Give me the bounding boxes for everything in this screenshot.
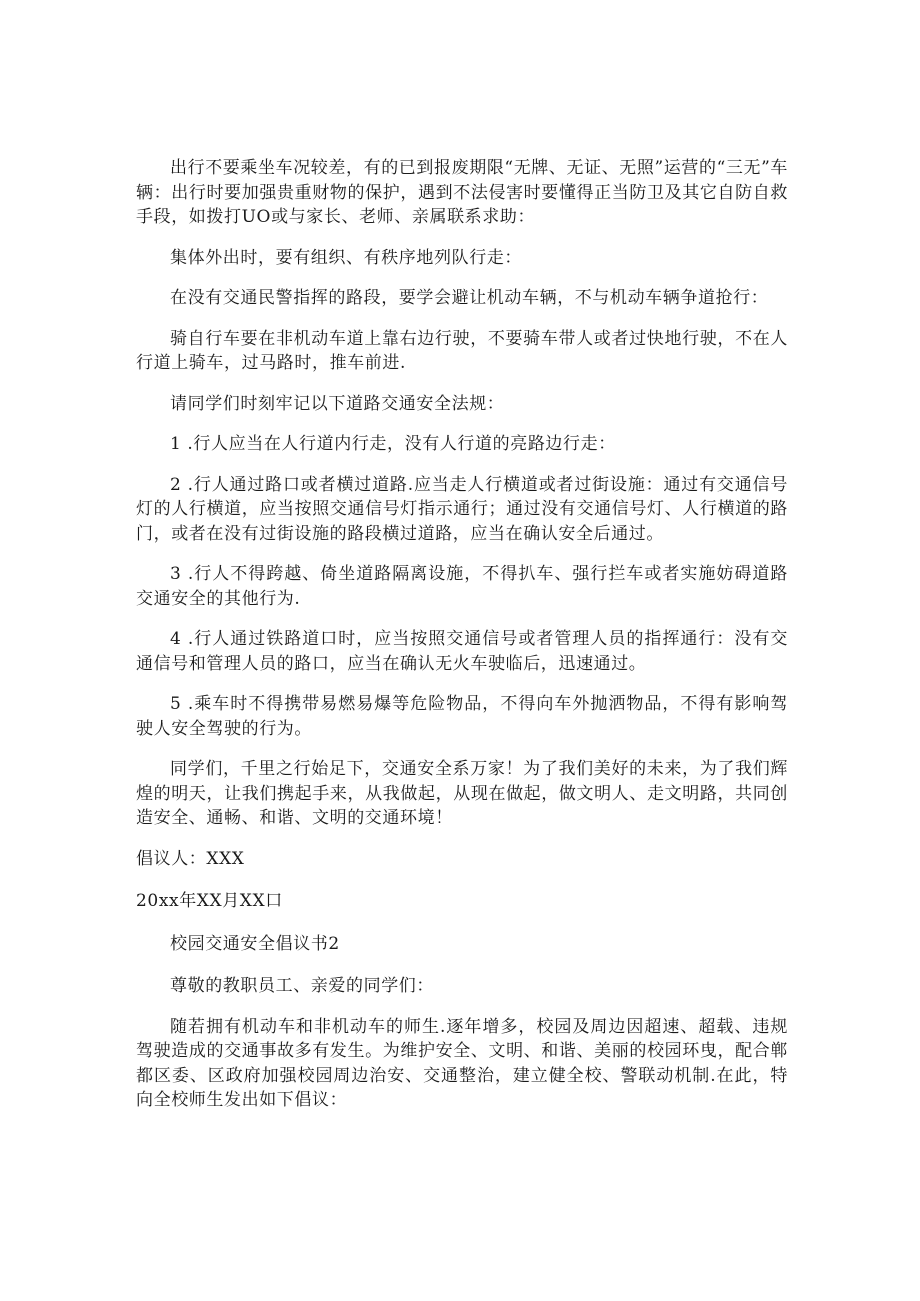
- document-body: [136, 156, 788, 1129]
- regulation-item-5: 5 .乘车时不得携带易燃易爆等危险物品，不得向车外抛洒物品，不得有影响驾驶人安全驾驶的行为。: [136, 694, 788, 739]
- paragraph-regulations-intro: 请同学们时刻牢记以下道路交通安全法规：: [170, 393, 505, 414]
- date-line: 20xx年XX月XX口: [136, 891, 283, 911]
- regulation-item-3: 3 .行人不得跨越、倚坐道路隔离设施，不得扒车、强行拦车或者实施妨碍道路交通安全的其他行为.: [136, 564, 788, 609]
- paragraph-second-proposal-intro: 随若拥有机动车和非机动车的师生.逐年增多，校园及周边因超速、超载、违规驾驶造成的交通事故多有发生。为维护安全、文明、和谐、美丽的校园环曳，配合郸都区委、区政府加强校园周边治安、交通整治，建立健全校、警联动机制.在此，特向全校师生发出如下倡议：: [136, 1016, 788, 1110]
- section-title: 校园交通安全倡议书2: [170, 933, 340, 954]
- paragraph-group-outing: 集体外出时，要有组织、有秩序地列队行走：: [170, 247, 522, 268]
- paragraph-yield-vehicles: 在没有交通民警指挥的路段，要学会避让机动车辆，不与机动车辆争道抢行：: [170, 288, 769, 308]
- paragraph-closing-appeal: 同学们，千里之行始足下，交通安全系万家！为了我们美好的未来，为了我们辉煌的明天，让我们携起手来，从我做起，从现在做起，做文明人、走文明路，共同创造安全、通畅、和谐、文明的交通环境！: [136, 759, 788, 828]
- regulation-item-4: 4 .行人通过铁路道口时，应当按照交通信号或者管理人员的指挥通行：没有交通信号和管理人员的路口，应当在确认无火车驶临后，迅速通过。: [136, 629, 788, 674]
- paragraph-travel-safety: 出行不要乘坐车况较差，有的已到报废期限“无牌、无证、无照”运营的“三无”车辆：出行时要加强贵重财物的保护，遇到不法侵害时要懂得正当防卫及其它自防自救手段，如拨打UO或与家长、老师、亲属联系求助：: [136, 158, 788, 227]
- signer-line: 倡议人：XXX: [136, 848, 245, 869]
- salutation: 尊敬的教职员工、亲爱的同学们：: [170, 976, 434, 996]
- paragraph-cycling: 骑自行车要在非机动车道上靠右边行驶，不要骑车带人或者过快地行驶，不在人行道上骑车，过马路时，推车前进.: [136, 328, 788, 373]
- regulation-item-1: 1 .行人应当在人行道内行走，没有人行道的亮路边行走：: [170, 434, 616, 454]
- regulation-item-2: 2 .行人通过路口或者横过道路.应当走人行横道或者过街设施：通过有交通信号灯的人行横道，应当按照交通信号灯指示通行；通过没有交通信号灯、人行横道的路门，或者在没有过街设施的路段横过道路，应当在确认安全后通过。: [136, 474, 788, 544]
